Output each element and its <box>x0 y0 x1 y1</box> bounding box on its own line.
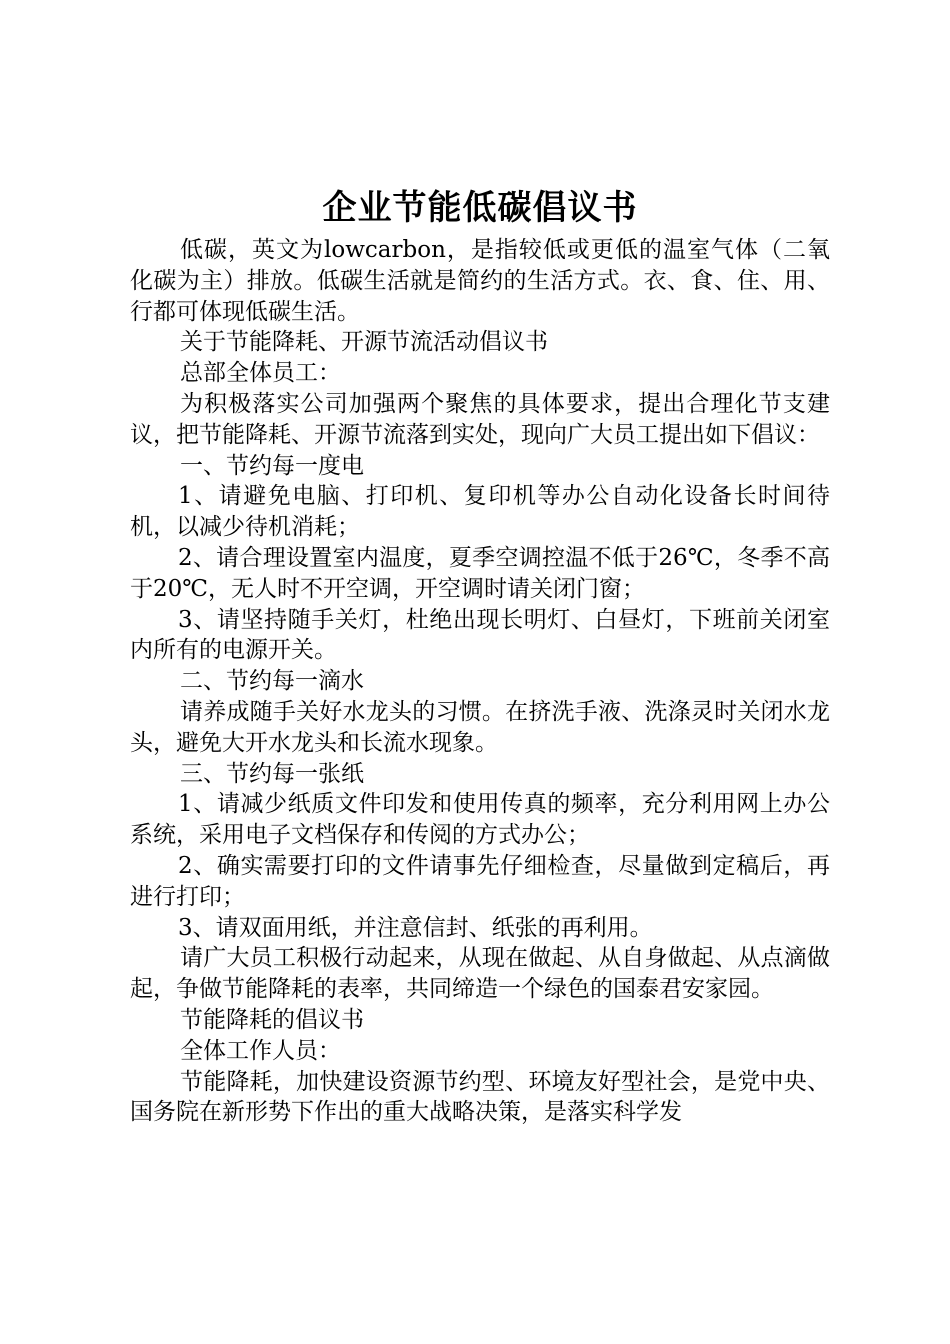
list-item: 1、请避免电脑、打印机、复印机等办公自动化设备长时间待机，以减少待机消耗； <box>130 483 830 541</box>
document-title: 企业节能低碳倡议书 <box>322 188 638 228</box>
paragraph-call-to-action: 请广大员工积极行动起来，从现在做起、从自身做起、从点滴做起，争做节能降耗的表率，共同缔造一个绿色的国泰君安家园。 <box>130 945 830 1003</box>
list-item: 3、请坚持随手关灯，杜绝出现长明灯、白昼灯，下班前关闭室内所有的电源开关。 <box>130 606 830 664</box>
list-item: 3、请双面用纸，并注意信封、纸张的再利用。 <box>178 914 653 941</box>
paragraph-salutation: 总部全体员工： <box>180 360 341 387</box>
list-item: 1、请减少纸质文件印发和使用传真的频率，充分利用网上办公系统，采用电子文档保存和传阅的方式办公； <box>130 791 830 849</box>
document-page <box>130 185 830 1128</box>
section-heading-electricity: 一、节约每一度电 <box>180 452 364 479</box>
section-heading-water: 二、节约每一滴水 <box>180 668 364 695</box>
paragraph-subtitle: 关于节能降耗、开源节流活动倡议书 <box>180 329 548 356</box>
paragraph-second-body: 节能降耗，加快建设资源节约型、环境友好型社会，是党中央、国务院在新形势下作出的重大战略决策，是落实科学发 <box>130 1068 830 1126</box>
paragraph-second-title: 节能降耗的倡议书 <box>180 1006 364 1033</box>
section-heading-paper: 三、节约每一张纸 <box>180 760 364 787</box>
paragraph-intro: 低碳，英文为lowcarbon，是指较低或更低的温室气体（二氧化碳为主）排放。低碳生活就是简约的生活方式。衣、食、住、用、行都可体现低碳生活。 <box>130 237 830 325</box>
list-item: 2、请合理设置室内温度，夏季空调控温不低于26℃，冬季不高于20℃，无人时不开空调，开空调时请关闭门窗； <box>130 544 830 602</box>
paragraph-water: 请养成随手关好水龙头的习惯。在挤洗手液、洗涤灵时关闭水龙头，避免大开水龙头和长流水现象。 <box>130 698 830 756</box>
paragraph-second-salutation: 全体工作人员： <box>180 1037 341 1064</box>
paragraph-purpose: 为积极落实公司加强两个聚焦的具体要求，提出合理化节支建议，把节能降耗、开源节流落到实处，现向广大员工提出如下倡议： <box>130 390 830 448</box>
list-item: 2、确实需要打印的文件请事先仔细检查，尽量做到定稿后，再进行打印； <box>130 852 830 910</box>
